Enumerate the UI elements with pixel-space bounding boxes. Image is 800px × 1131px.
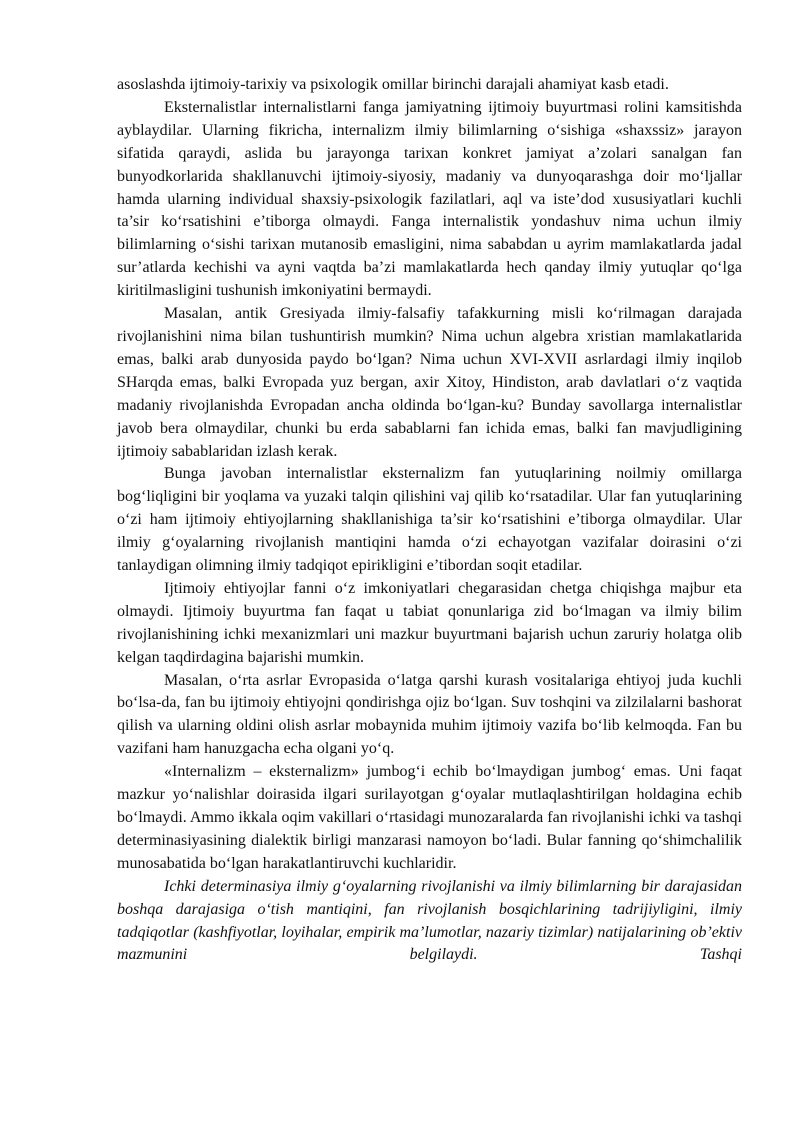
paragraph-social-needs: Ijtimoiy ehtiyojlar fanni o‘z imkoniyatlari chegarasidan chetga chiqishga majbur eta olmaydi. Ijtimoiy buyurtma fan faqat u tabiat qonunlariga zid bo‘lmagan va ilmiy bilim rivojlanishining ichki mexanizmlari uni mazkur buyurtmani bajarish uchun zaruriy holatga olib kelgan taqdirdagina bajarishi mumkin. [117, 579, 742, 666]
paragraph-internal-determination: Ichki determinasiya ilmiy g‘oyalarning rivojlanishi va ilmiy bilimlarning bir darajasidan boshqa darajasiga o‘tish mantiqini, fan rivojlanish bosqichlarining tadrijiyligini, ilmiy tadqiqotlar (kashfiyotlar, loyihalar, empirik ma’lumotlar, nazariy tizimlar) natijalarining ob’ektiv mazmunini belgilaydi. Tashqi [117, 877, 742, 964]
paragraph-externalists: Eksternalistlar internalistlarni fanga jamiyatning ijtimoiy buyurtmasi rolini kamsitishda ayblaydilar. Ularning fikricha, internalizm ilmiy bilimlarning o‘sishiga «shaxssiz» jarayon sifatida qaraydi, aslida bu jarayonga tarixan konkret jamiyat a’zolari sanalgan fan bunyodkorlarida shakllanuvchi ijtimoiy-siyosiy, madaniy va dunyoqarashga doir mo‘ljallar hamda ularning individual shaxsiy-psixologik fazilatlari, aql va iste’dod xususiyatlari kuchli ta’sir ko‘rsatishini e’tiborga olmaydi. Fanga internalistik yondashuv nima uchun ilmiy bilimlarning o‘sishi tarixan mutanosib emasligini, nima sababdan u ayrim mamlakatlarda jadal sur’atlarda kechishi va ayni vaqtda ba’zi mamlakatlarda hech qanday ilmiy yutuqlar qo‘lga kiritilmasligini tushunish imkoniyatini bermaydi. [117, 98, 742, 300]
paragraph-continuation: asoslashda ijtimoiy-tarixiy va psixologik omillar birinchi darajali ahamiyat kasb etadi. [117, 76, 669, 93]
document-page [117, 74, 742, 967]
paragraph-examples-greece: Masalan, antik Gresiyada ilmiy-falsafiy tafakkurning misli ko‘rilmagan darajada rivojlanishini nima bilan tushuntirish mumkin? Nima uchun algebra xristian mamlakatlarida emas, balki arab dunyosida paydo bo‘lgan? Nima uchun XVI-XVII asrlardagi ilmiy inqilob SHarqda emas, balki Evropada yuz bergan, axir Xitoy, Hindiston, arab davlatlari o‘z vaqtida madaniy rivojlanishda Evropadan ancha oldinda bo‘lgan-ku? Bunday savollarga internalistlar javob bera olmaydilar, chunki bu erda sabablarni fan ichida emas, balki fan mavjudligining ijtimoiy sabablaridan izlash kerak. [117, 305, 742, 460]
paragraph-plague-example: Masalan, o‘rta asrlar Evropasida o‘latga qarshi kurash vositalariga ehtiyoj juda kuchli bo‘lsa-da, fan bu ijtimoiy ehtiyojni qondirishga ojiz bo‘lgan. Suv toshqini va zilzilalarni bashorat qilish va ularning oldini olish asrlar mobaynida muhim ijtimoiy vazifa bo‘lib kelmoqda. Fan bu vazifani ham hanuzgacha echa olgani yo‘q. [117, 671, 742, 758]
paragraph-internalists-reply: Bunga javoban internalistlar eksternalizm fan yutuqlarining noilmiy omillarga bog‘liqligini bir yoqlama va yuzaki talqin qilishini vaj qilib ko‘rsatadilar. Ular fan yutuqlarining o‘zi ham ijtimoiy ehtiyojlarning shakllanishiga ta’sir ko‘rsatishini e’tiborga olmaydilar. Ular ilmiy g‘oyalarning rivojlanish mantiqini hamda o‘zi echayotgan vazifalar doirasini o‘zi tanlaydigan olimning ilmiy tadqiqot epirikligini e’tibordan soqit etadilar. [117, 465, 742, 575]
paragraph-dilemma: «Internalizm – eksternalizm» jumbog‘i echib bo‘lmaydigan jumbog‘ emas. Uni faqat mazkur yo‘nalishlar doirasida ilgari surilayotgan g‘oyalar mutlaqlashtirilgan holdagina echib bo‘lmaydi. Ammo ikkala oqim vakillari o‘rtasidagi munozaralarda fan rivojlanishi ichki va tashqi determinasiyasining dialektik birligi manzarasi namoyon bo‘ladi. Bular fanning qo‘shimchalilik munosabatida bo‘lgan harakatlantiruvchi kuchlaridir. [117, 763, 742, 872]
